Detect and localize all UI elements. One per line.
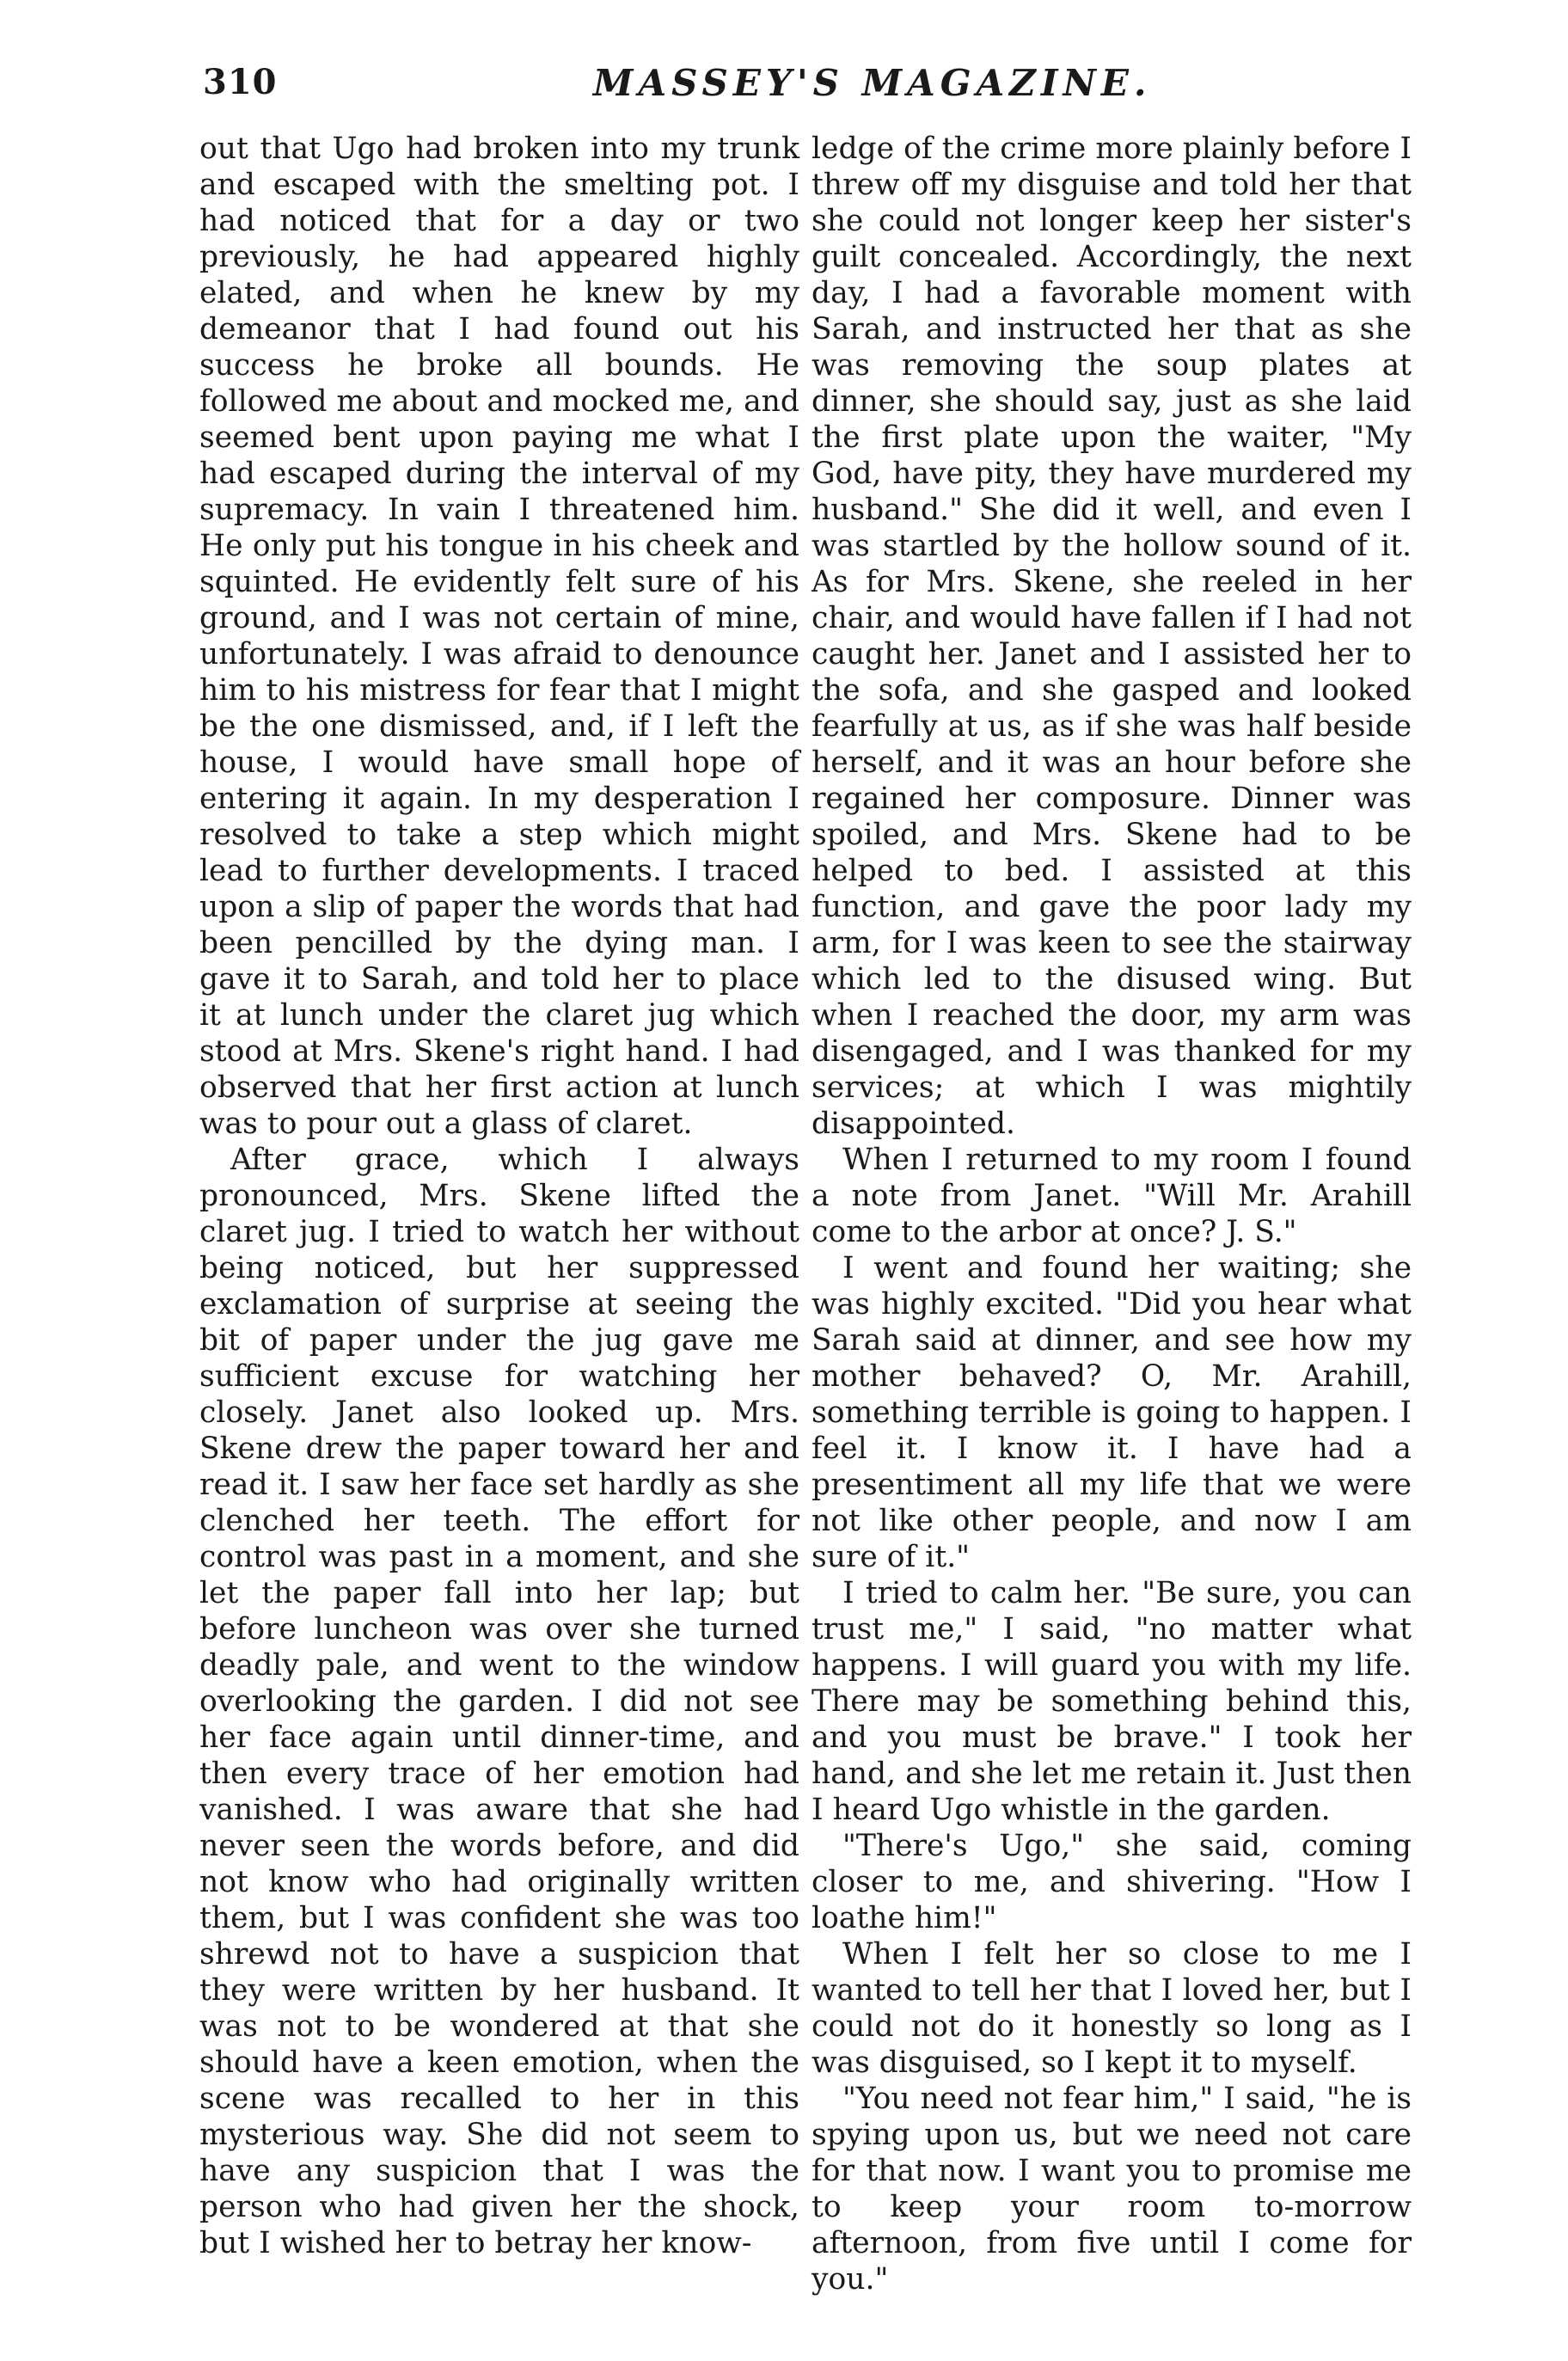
- paragraph: After grace, which I always pronounced, Mrs. Skene lifted the claret jug. I tried to watch her without being noticed, but her suppressed exclamation of surprise at seeing the bit of paper under the jug gave me sufficient excuse for watching her closely. Janet also looked up. Mrs. Skene drew the paper toward her and read it. I saw her face set hardly as she clenched her teeth. The effort for control was past in a moment, and she let the paper fall into her lap; but before luncheon was over she turned deadly pale, and went to the window overlooking the garden. I did not see her face again until dinner-time, and then every trace of her emotion had vanished. I was aware that she had never seen the words before, and did not know who had originally written them, but I was confident she was too shrewd not to have a suspicion that they were written by her husband. It was not to be wondered at that she should have a keen emotion, when the scene was recalled to her in this mysterious way. She did not seem to have any suspicion that I was the person who had given her the shock, but I wished her to betray her know-: [199, 1143, 799, 2260]
- page-header: [0, 62, 1568, 122]
- paragraph: ledge of the crime more plainly before I threw off my disguise and told her that she could not longer keep her sister's guilt concealed. Accordingly, the next day, I had a favorable moment with Sarah, and instructed her that as she was removing the soup plates at dinner, she should say, just as she laid the first plate upon the waiter, "My God, have pity, they have murdered my husband." She did it well, and even I was startled by the hollow sound of it. As for Mrs. Skene, she reeled in her chair, and would have fallen if I had not caught her. Janet and I assisted her to the sofa, and she gasped and looked fearfully at us, as if she was half beside herself, and it was an hour before she regained her composure. Dinner was spoiled, and Mrs. Skene had to be helped to bed. I assisted at this function, and gave the poor lady my arm, for I was keen to see the stairway which led to the disused wing. But when I reached the door, my arm was disengaged, and I was thanked for my services; at which I was mightily disappointed.: [812, 132, 1412, 1141]
- paragraph: I went and found her waiting; she was highly excited. "Did you hear what Sarah said at dinner, and see how my mother behaved? O, Mr. Arahill, something terrible is going to happen. I feel it. I know it. I have had a presentiment all my life that we were not like other people, and now I am sure of it.": [812, 1251, 1412, 1574]
- paragraph: "You need not fear him," I said, "he is spying upon us, but we need not care for that now. I want you to promise me to keep your room to-morrow afternoon, from five until I come for you.": [812, 2082, 1412, 2297]
- paragraph: "There's Ugo," she said, coming closer to me, and shivering. "How I loathe him!": [812, 1829, 1412, 1935]
- paragraph: out that Ugo had broken into my trunk and escaped with the smelting pot. I had noticed that for a day or two previously, he had appeared highly elated, and when he knew by my demeanor that I had found out his success he broke all bounds. He followed me about and mocked me, and seemed bent upon paying me what I had escaped during the interval of my supremacy. In vain I threatened him. He only put his tongue in his cheek and squinted. He evidently felt sure of his ground, and I was not certain of mine, unfortunately. I was afraid to denounce him to his mistress for fear that I might be the one dismissed, and, if I left the house, I would have small hope of entering it again. In my desperation I resolved to take a step which might lead to further developments. I traced upon a slip of paper the words that had been pencilled by the dying man. I gave it to Sarah, and told her to place it at lunch under the claret jug which stood at Mrs. Skene's right hand. I had observed that her first action at lunch was to pour out a glass of claret.: [199, 132, 799, 1141]
- paragraph: When I felt her so close to me I wanted to tell her that I loved her, but I could not do it honestly so long as I was disguised, so I kept it to myself.: [812, 1937, 1412, 2080]
- left-column: [199, 131, 799, 2261]
- magazine-title: MASSEY'S MAGAZINE.: [593, 62, 1152, 104]
- paragraph: I tried to calm her. "Be sure, you can trust me," I said, "no matter what happens. I will guard you with my life. There may be something behind this, and you must be brave." I took her hand, and she let me retain it. Just then I heard Ugo whistle in the garden.: [812, 1576, 1412, 1827]
- paragraph: When I returned to my room I found a note from Janet. "Will Mr. Arahill come to the arbor at once? J. S.": [812, 1143, 1412, 1249]
- right-column: [812, 131, 1412, 2297]
- page-number: 310: [203, 62, 278, 102]
